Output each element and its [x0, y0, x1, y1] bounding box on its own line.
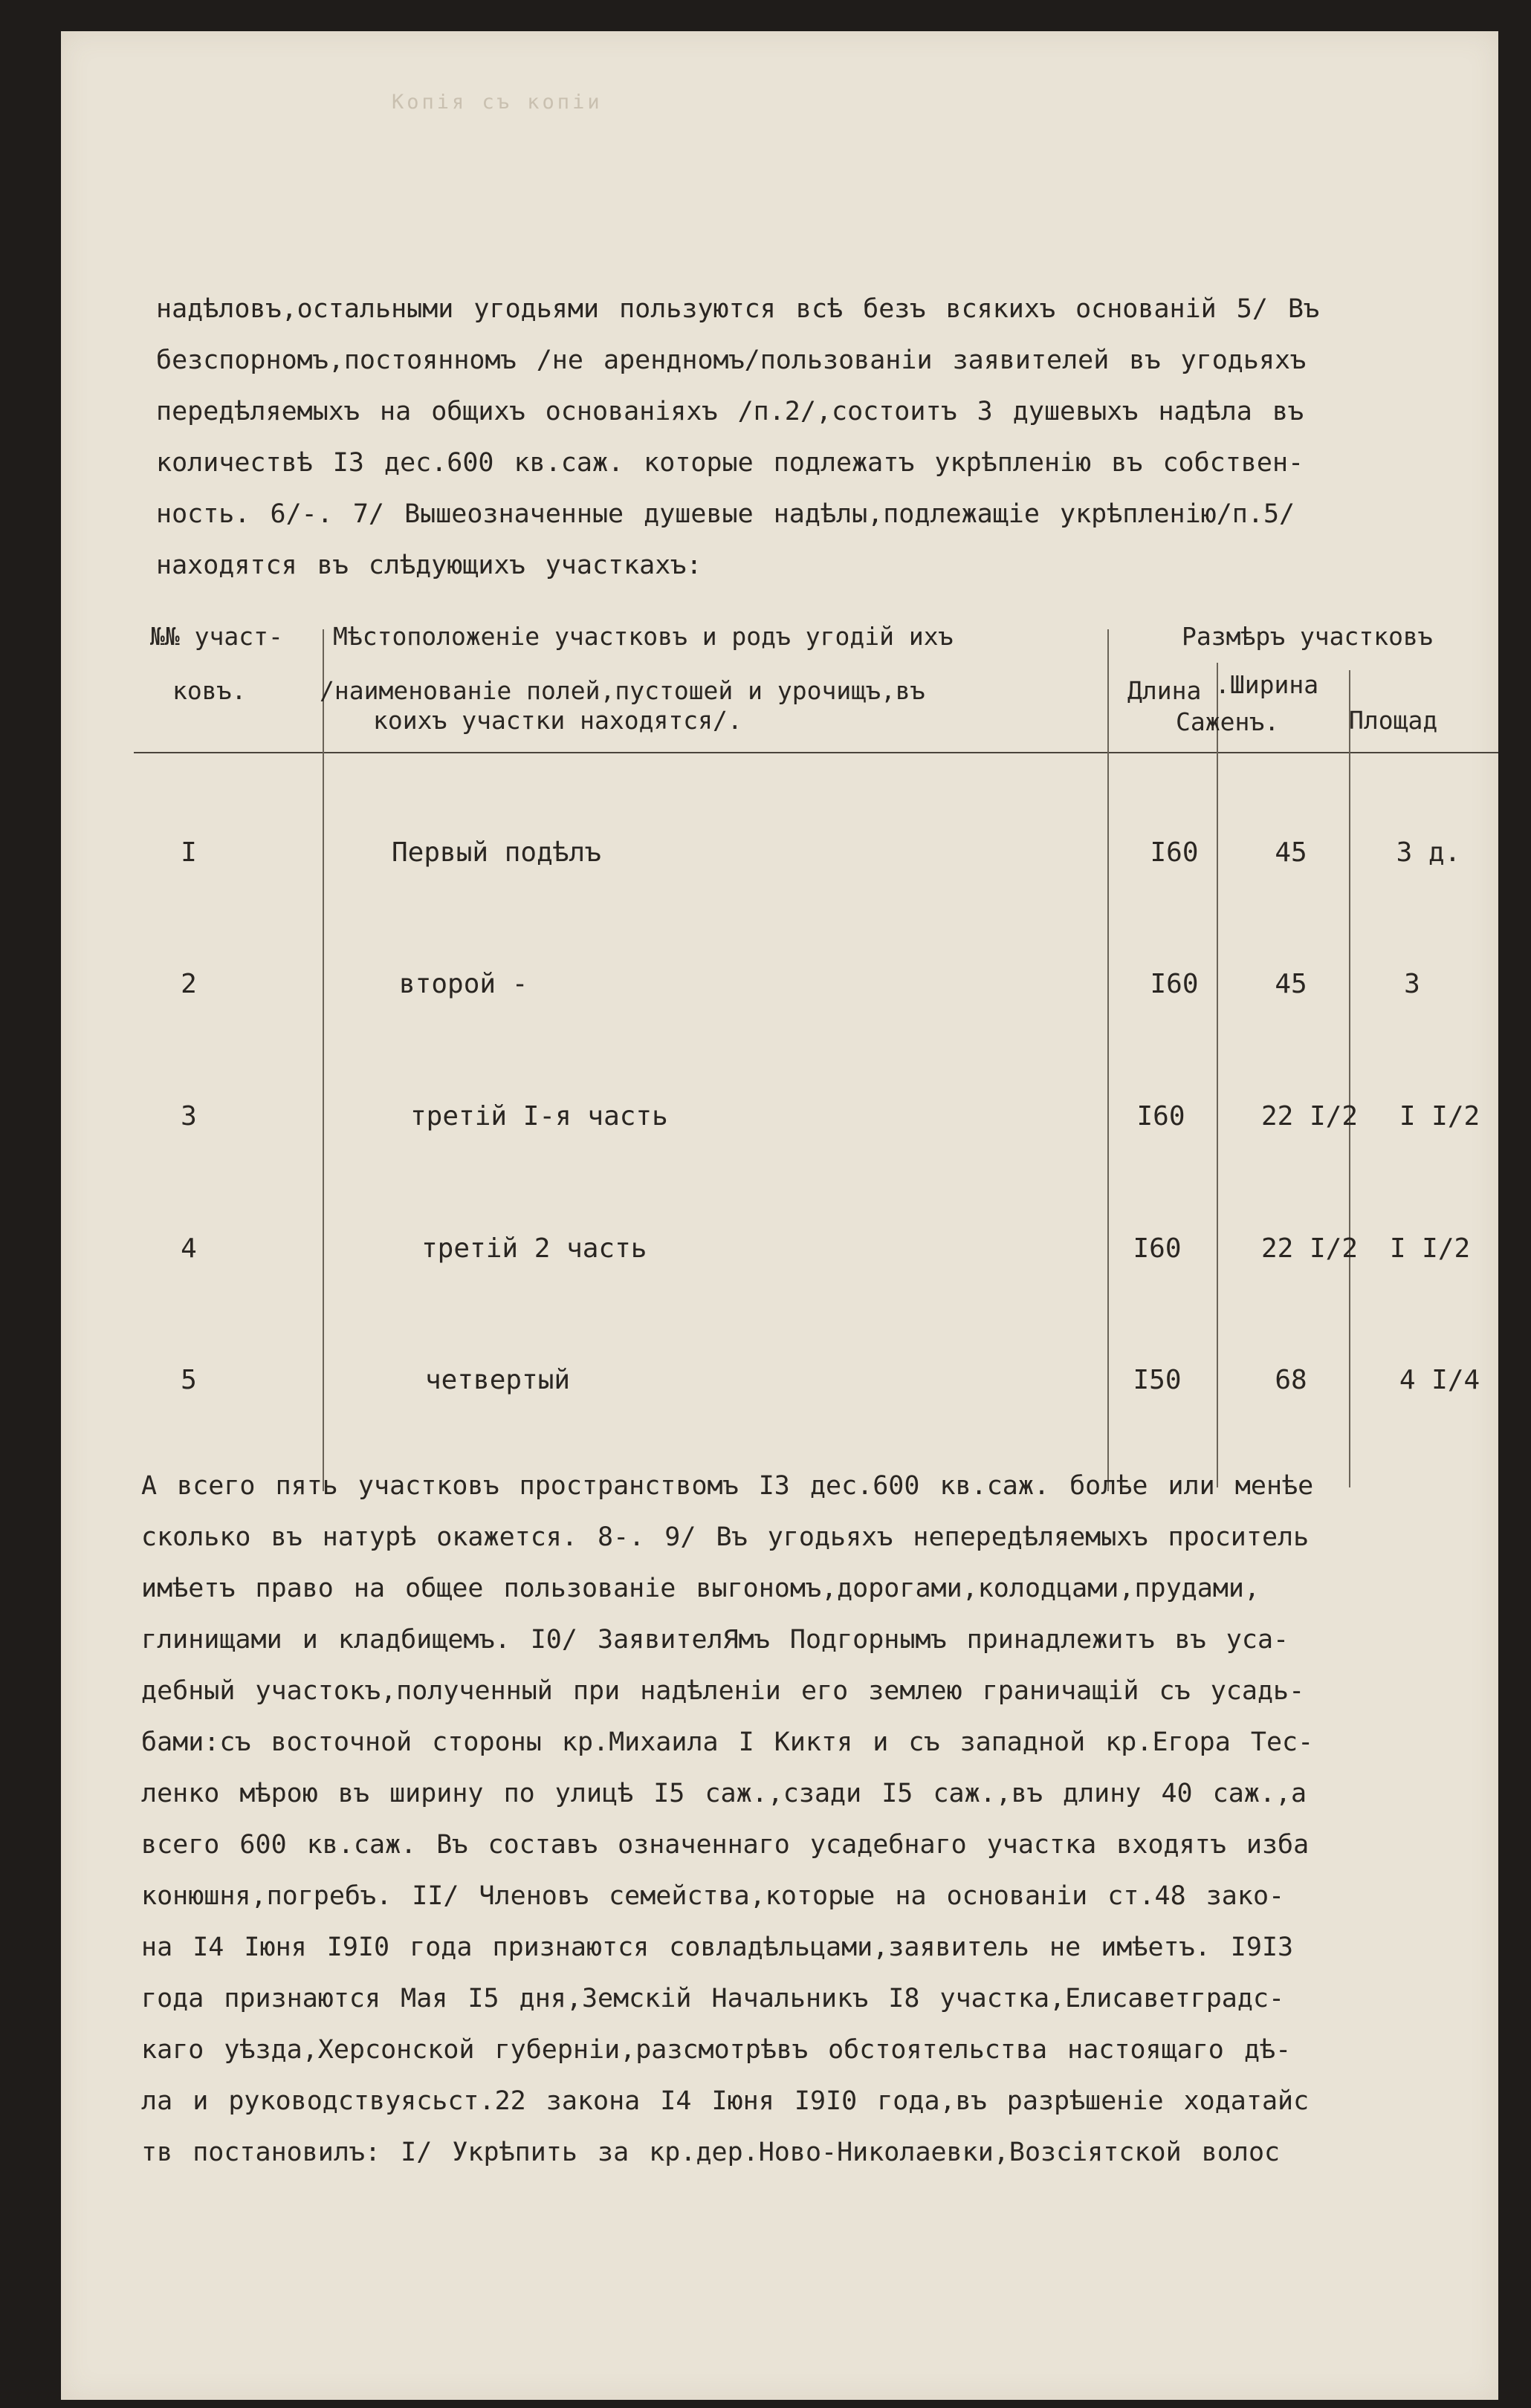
cell-location: Первый подѣлъ [392, 837, 601, 868]
cell-area: I I/2 [1389, 1233, 1471, 1264]
header-size-title: Размѣръ участковъ [1182, 622, 1433, 651]
cell-num: 5 [181, 1365, 197, 1395]
text-line: имѣетъ право на общее пользованіе выгономъ,дорогами,колодцами,прудами, [141, 1574, 1260, 1603]
text-line: ла и руководствуясьст.22 закона I4 Іюня I9I0 года,въ разрѣшеніе ходатайс [141, 2086, 1310, 2116]
header-unit: Саженъ. [1176, 707, 1280, 736]
cell-length: I60 [1133, 1233, 1182, 1264]
text-line: ленко мѣрою въ ширину по улицѣ I5 саж.,сзади I5 саж.,въ длину 40 саж.,а [141, 1779, 1307, 1808]
document-sheet [61, 31, 1498, 2400]
cell-location: второй - [399, 969, 528, 999]
table-column-divider [1349, 670, 1350, 1487]
text-line: сколько въ натурѣ окажется. 8-. 9/ Въ угодьяхъ непередѣляемыхъ проситель [141, 1522, 1310, 1552]
text-line: года признаются Мая I5 дня,Земскій Начальникъ I8 участка,Елисаветградс- [141, 1984, 1285, 2013]
top-paragraph [156, 284, 1486, 591]
bleed-through-heading: Копія съ копіи [392, 91, 603, 114]
text-line: передѣляемыхъ на общихъ основаніяхъ /п.2/,состоитъ 3 душевыхъ надѣла въ [156, 397, 1304, 426]
cell-length: I60 [1136, 1101, 1185, 1132]
text-line: всего 600 кв.саж. Въ составъ означеннаго усадебнаго участка входятъ изба [141, 1830, 1310, 1860]
cell-width: 45 [1275, 969, 1307, 999]
header-location: Мѣстоположеніе участковъ и родъ угодій ихъ [333, 622, 954, 651]
text-line: глинищами и кладбищемъ. I0/ ЗаявителЯмъ Подгорнымъ принадлежитъ въ уса- [141, 1625, 1289, 1655]
text-line: тв постановилъ: I/ Укрѣпить за кр.дер.Ново-Николаевки,Возсіятской волос [141, 2138, 1281, 2167]
table-rule [134, 752, 1498, 753]
cell-width: 68 [1275, 1365, 1307, 1395]
cell-length: I60 [1150, 969, 1199, 999]
cell-area: I I/2 [1399, 1101, 1480, 1132]
header-width: .Ширина [1215, 670, 1319, 699]
cell-location: третій I-я часть [410, 1101, 668, 1132]
text-line: количествѣ I3 дес.600 кв.саж. которые подлежатъ укрѣпленію въ собствен- [156, 448, 1304, 478]
cell-location: третій 2 часть [421, 1233, 647, 1264]
text-line: А всего пять участковъ пространствомъ I3 дес.600 кв.саж. болѣе или менѣе [141, 1471, 1314, 1501]
header-num-cont: ковъ. [172, 676, 247, 705]
cell-num: I [181, 837, 197, 868]
cell-length: I50 [1133, 1365, 1182, 1395]
text-line: находятся въ слѣдующихъ участкахъ: [156, 551, 702, 580]
header-length: Длина [1127, 676, 1202, 705]
cell-location: четвертый [425, 1365, 571, 1395]
text-line: каго уѣзда,Херсонской губерніи,разсмотрѣвъ обстоятельства настоящаго дѣ- [141, 2035, 1292, 2065]
text-line: безспорномъ,постоянномъ /не арендномъ/пользованіи заявителей въ угодьяхъ [156, 345, 1307, 375]
text-line: бами:съ восточной стороны кр.Михаила I Киктя и съ западной кр.Егора Тес- [141, 1727, 1314, 1757]
cell-num: 2 [181, 969, 197, 999]
cell-area: 3 д. [1396, 837, 1461, 868]
text-line: ность. 6/-. 7/ Вышеозначенные душевые надѣлы,подлежащіе укрѣпленію/п.5/ [156, 499, 1295, 529]
cell-area: 3 [1404, 969, 1420, 999]
cell-length: I60 [1150, 837, 1199, 868]
table-column-divider [1217, 663, 1218, 1487]
text-line: конюшня,погребъ. II/ Членовъ семейства,которые на основаніи ст.48 зако- [141, 1881, 1285, 1911]
header-area: Площад [1349, 706, 1438, 735]
bottom-paragraph [141, 1461, 1472, 2178]
text-line: на I4 Іюня I9I0 года признаются совладѣльцами,заявитель не имѣетъ. I9I3 [141, 1932, 1294, 1962]
table-column-divider [1107, 629, 1109, 1491]
table-column-divider [323, 629, 324, 1491]
cell-width: 22 I/2 [1260, 1101, 1359, 1132]
text-line: надѣловъ,остальными угодьями пользуются всѣ безъ всякихъ основаній 5/ Въ [156, 294, 1320, 324]
cell-num: 3 [181, 1101, 197, 1132]
cell-num: 4 [181, 1233, 197, 1264]
text-line: дебный участокъ,полученный при надѣленіи его землею граничащій съ усадь- [141, 1676, 1305, 1706]
header-location-cont: коихъ участки находятся/. [373, 706, 742, 735]
cell-area: 4 I/4 [1399, 1365, 1480, 1395]
header-location-cont: /наименованіе полей,пустошей и урочищъ,въ [320, 676, 925, 705]
cell-width: 22 I/2 [1260, 1233, 1359, 1264]
cell-width: 45 [1275, 837, 1307, 868]
header-num: №№ участ- [150, 622, 283, 651]
